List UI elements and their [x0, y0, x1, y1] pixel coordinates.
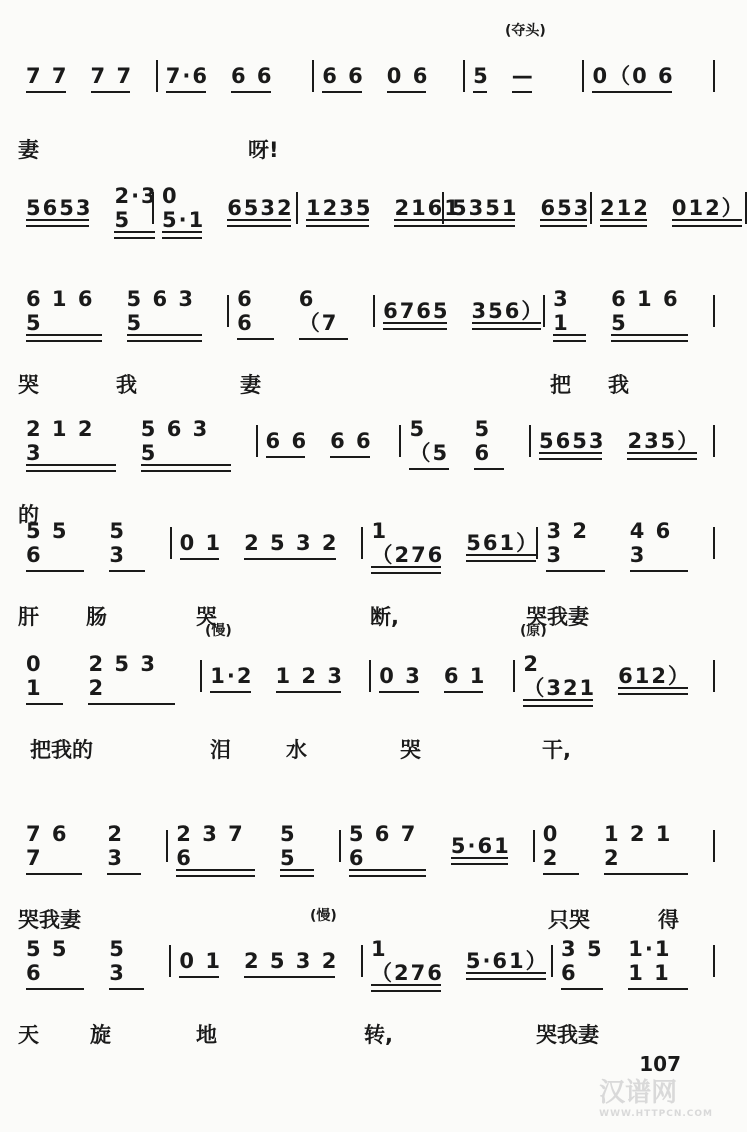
- lyric-word: 肝: [18, 605, 39, 629]
- notation-row: [18, 652, 715, 700]
- measure: [18, 60, 156, 92]
- note-group: 2 1 2 3: [26, 417, 119, 465]
- note-group: 5653: [26, 196, 93, 220]
- notation-row: [18, 519, 715, 567]
- note-group: 5 5 6: [26, 519, 87, 567]
- lyric-word: 地: [196, 1023, 217, 1047]
- measure: [156, 60, 312, 92]
- measure: [590, 192, 747, 224]
- note-group: 6 6: [230, 64, 274, 88]
- notation-row: [18, 287, 715, 335]
- note-group: 3 5 6: [561, 937, 606, 985]
- score-system: [0, 487, 733, 629]
- note-group: 1 2 3: [275, 664, 344, 688]
- lyric-word: 只哭: [548, 908, 590, 932]
- watermark-logo: [599, 1072, 713, 1119]
- note-group: 235）: [627, 429, 701, 453]
- measure: [18, 652, 200, 700]
- note-group: 5 6 7 6: [349, 822, 429, 870]
- lyric-word: 哭: [18, 373, 39, 397]
- measure: [18, 417, 256, 465]
- measure: [529, 425, 715, 457]
- note-group: 1235: [306, 196, 373, 220]
- note-group: 6765: [383, 299, 450, 323]
- lyric-word: 转,: [364, 1023, 393, 1047]
- note-group: 5: [473, 64, 490, 88]
- note-group: 0 2: [543, 822, 582, 870]
- note-group: 2 5 3 2: [88, 652, 178, 700]
- measure: [18, 519, 170, 567]
- note-group: 2·3 5: [114, 184, 158, 232]
- note-group: 1·1 1 1: [628, 937, 691, 985]
- measure: [18, 287, 227, 335]
- note-group: 3 2 3: [546, 519, 607, 567]
- measure: [18, 822, 166, 870]
- note-group: 2 3: [107, 822, 144, 870]
- note-group: 0 1: [179, 531, 223, 555]
- measure: [296, 192, 461, 224]
- lyric-word: 的: [18, 503, 39, 527]
- tempo-mark: (原): [520, 623, 547, 639]
- note-group: 5·61: [450, 834, 511, 858]
- lyric-word: 水: [286, 738, 307, 762]
- notation-row: [18, 937, 715, 985]
- score-system: [0, 620, 733, 762]
- lyric-word: 把我的: [30, 738, 93, 762]
- notation-row: [18, 417, 715, 465]
- note-group: 0 5·1: [162, 184, 206, 232]
- note-group: 6 1: [443, 664, 487, 688]
- note-group: 5 6 3 5: [141, 417, 234, 465]
- note-group: 6 6: [237, 287, 277, 335]
- lyric-word: 天: [18, 1023, 39, 1047]
- note-group: 6 6: [322, 64, 365, 88]
- note-group: 5（5: [409, 417, 452, 465]
- note-group: 561）: [466, 531, 540, 555]
- note-group: 5653: [539, 429, 606, 453]
- note-group: 0 3: [379, 664, 422, 688]
- score-system: [0, 905, 733, 1047]
- note-group: 1 2 1 2: [604, 822, 691, 870]
- note-group: —: [511, 64, 535, 88]
- tempo-mark: (夺头): [505, 23, 546, 39]
- note-group: 6 6: [330, 429, 373, 453]
- note-group: 356）: [471, 299, 545, 323]
- note-group: 7 6 7: [26, 822, 85, 870]
- measure: [442, 192, 590, 224]
- note-group: 7·6: [165, 64, 209, 88]
- note-group: 0 6: [386, 64, 430, 88]
- note-group: 0 1: [179, 949, 222, 973]
- lyric-word: 把: [550, 373, 571, 397]
- lyric-word: 泪: [210, 738, 231, 762]
- note-group: 6 1 6 5: [611, 287, 691, 335]
- note-group: 5351: [452, 196, 519, 220]
- measure: [463, 60, 582, 92]
- note-group: 012）: [671, 196, 745, 220]
- lyric-word: 呀!: [248, 138, 279, 162]
- lyric-row: [18, 1019, 715, 1049]
- note-group: 5 3: [109, 519, 147, 567]
- measure: [582, 60, 715, 92]
- note-group: 0（0 6: [592, 64, 675, 88]
- watermark-url: WWW.HTTPCN.COM: [599, 1109, 713, 1119]
- measure: [312, 60, 463, 92]
- note-group: 2（321: [523, 652, 597, 700]
- measure: [170, 527, 362, 559]
- score-system: [0, 790, 733, 932]
- note-group: 3 1: [553, 287, 589, 335]
- tempo-mark: (慢): [205, 623, 232, 639]
- measure: [361, 937, 551, 985]
- note-group: 1（276: [371, 937, 444, 985]
- measure: [361, 519, 540, 567]
- lyric-word: 断,: [370, 605, 399, 629]
- measure: [200, 660, 369, 692]
- note-group: 6 1 6 5: [26, 287, 105, 335]
- lyric-word: 哭我妻: [526, 605, 589, 629]
- lyric-word: 肠: [86, 605, 107, 629]
- lyric-word: 哭我妻: [536, 1023, 599, 1047]
- lyric-row: [18, 734, 715, 764]
- measure: [533, 822, 715, 870]
- note-group: 5 5 6: [26, 937, 87, 985]
- note-group: 7 7: [90, 64, 134, 88]
- measure: [399, 417, 529, 465]
- note-group: 6（7: [299, 287, 351, 335]
- lyric-word: 哭: [400, 738, 421, 762]
- tempo-mark: (慢): [310, 908, 337, 924]
- measure: [227, 287, 373, 335]
- lyric-word: 哭: [196, 605, 217, 629]
- note-group: 5 6 3 5: [127, 287, 206, 335]
- note-group: 2 3 7 6: [176, 822, 258, 870]
- note-group: 4 6 3: [630, 519, 691, 567]
- note-group: 6532: [227, 196, 294, 220]
- measure: [152, 184, 296, 232]
- score-system: [0, 20, 733, 162]
- note-group: 5 5: [280, 822, 317, 870]
- note-group: 6 6: [265, 429, 309, 453]
- measure: [339, 822, 533, 870]
- lyric-word: 干,: [542, 738, 571, 762]
- measure: [369, 660, 513, 692]
- notation-row: [18, 822, 715, 870]
- note-group: 653: [540, 196, 591, 220]
- measure: [169, 945, 361, 977]
- note-group: 2 5 3 2: [243, 949, 339, 973]
- measure: [551, 937, 715, 985]
- measure: [373, 295, 543, 327]
- measure: [18, 937, 169, 985]
- note-group: 612）: [618, 664, 691, 688]
- notation-row: [18, 184, 745, 232]
- measure: [166, 822, 339, 870]
- note-group: 5 6: [474, 417, 507, 465]
- lyric-word: 妻: [240, 373, 261, 397]
- notation-row: [18, 60, 715, 92]
- watermark-text: 汉谱网: [599, 1078, 678, 1108]
- measure: [256, 425, 400, 457]
- lyric-word: 旋: [90, 1023, 111, 1047]
- lyric-word: 妻: [18, 138, 39, 162]
- lyric-word: 哭我妻: [18, 908, 81, 932]
- measure: [18, 184, 158, 232]
- note-group: 0 1: [26, 652, 66, 700]
- note-group: 212: [600, 196, 650, 220]
- note-group: 7 7: [26, 64, 69, 88]
- lyric-word: 我: [608, 373, 629, 397]
- note-group: 5 3: [109, 937, 147, 985]
- measure: [513, 652, 715, 700]
- note-group: 2161: [394, 196, 461, 220]
- lyric-word: 得: [658, 908, 679, 932]
- note-group: 1·2: [210, 664, 254, 688]
- measure: [543, 287, 715, 335]
- measure: [536, 519, 715, 567]
- note-group: 5·61）: [465, 949, 549, 973]
- lyric-word: 我: [116, 373, 137, 397]
- note-group: 1（276: [371, 519, 445, 567]
- note-group: 2 5 3 2: [244, 531, 339, 555]
- page-number: 107: [639, 1052, 681, 1076]
- score-system: [0, 255, 733, 397]
